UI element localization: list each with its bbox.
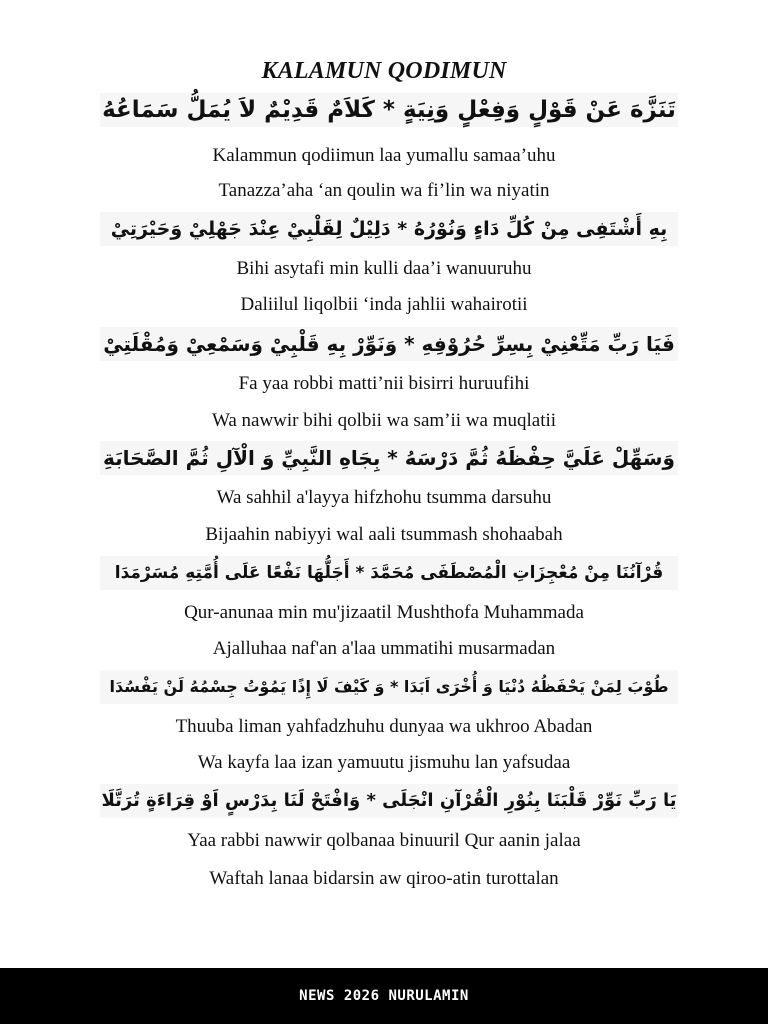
transliteration-1a: Kalammun qodiimun laa yumallu samaa’uhu	[212, 145, 556, 166]
transliteration-3a: Fa yaa robbi matti’nii bisirri huruufihi	[238, 373, 530, 394]
transliteration-4b: Bijaahin nabiyyi wal aali tsummash shohaabah	[205, 524, 563, 545]
transliteration-4a: Wa sahhil a'layya hifzhohu tsumma darsuhu	[216, 487, 552, 508]
arabic-verse-4: وَسَهِّلْ عَلَيَّ حِفْظَهُ ثُمَّ دَرْسَهُ * بِجَاهِ النَّبِيِّ وَ الْآلِ ثُمَّ الصَّحَابَةِ	[100, 441, 678, 475]
transliteration-6a: Thuuba liman yahfadzhuhu dunyaa wa ukhroo Abadan	[175, 716, 593, 737]
transliteration-5a: Qur-anunaa min mu'jizaatil Mushthofa Muhammada	[184, 602, 584, 623]
footer-banner: NEWS 2026 NURULAMIN	[0, 968, 768, 1024]
transliteration-2a: Bihi asytafi min kulli daa’i wanuuruhu	[236, 258, 532, 279]
transliteration-1b: Tanazza’aha ‘an qoulin wa fi’lin wa niyatin	[218, 180, 550, 201]
arabic-verse-3: فَيَا رَبِّ مَتِّعْنِيْ بِسِرِّ حُرُوْفِهِ * وَنَوِّرْ بِهِ قَلْبِيْ وَسَمْعِيْ وَمُقْلَتِيْ	[100, 327, 678, 361]
arabic-verse-2: بِهِ أَشْتَفِى مِنْ كُلِّ دَاءٍ وَنُوْرُهُ * دَلِيْلٌ لِقَلْبِيْ عِنْدَ جَهْلِيْ وَحَيْرَتِيْ	[100, 212, 678, 246]
transliteration-3b: Wa nawwir bihi qolbii wa sam’ii wa muqlatii	[211, 410, 557, 431]
transliteration-5b: Ajalluhaa naf'an a'laa ummatihi musarmadan	[212, 638, 556, 659]
arabic-verse-7: يَا رَبِّ نَوِّرْ قَلْبَنَا بِنُوْرِ الْقُرْآنِ انْجَلَى * وَافْتَحْ لَنَا بِدَرْسٍ اَوْ قِرَاءَةٍ تُرَتَّلَا	[100, 784, 678, 818]
arabic-verse-5: قُرْآنُنَا مِنْ مُعْجِزَاتِ الْمُصْطَفَى مُحَمَّدَ * أَجَلُّهَا نَفْعًا عَلَى أُمَّتِهِ مُسَرْمَدَا	[100, 556, 678, 590]
transliteration-6b: Wa kayfa laa izan yamuutu jismuhu lan yafsudaa	[197, 752, 571, 773]
page-title: KALAMUN QODIMUN	[261, 58, 507, 84]
transliteration-7b: Waftah lanaa bidarsin aw qiroo-atin turottalan	[209, 868, 559, 889]
transliteration-2b: Daliilul liqolbii ‘inda jahlii wahairotii	[240, 294, 528, 315]
arabic-verse-1: تَنَزَّهَ عَنْ قَوْلٍ وَفِعْلٍ وَنِيَةٍ * كَلاَمٌ قَدِيْمٌ لاَ يُمَلُّ سَمَاعُهُ	[100, 93, 678, 127]
arabic-verse-6: طُوْبَ لِمَنْ يَحْفَظُهُ دُنْيَا وَ أُخْرَى اَبَدَا * وَ كَيْفَ لَا إِذًا يَمُوْتُ جِسْمُهُ لَنْ يَفْسُدَا	[100, 670, 678, 704]
transliteration-7a: Yaa rabbi nawwir qolbanaa binuuril Qur aanin jalaa	[187, 830, 581, 851]
